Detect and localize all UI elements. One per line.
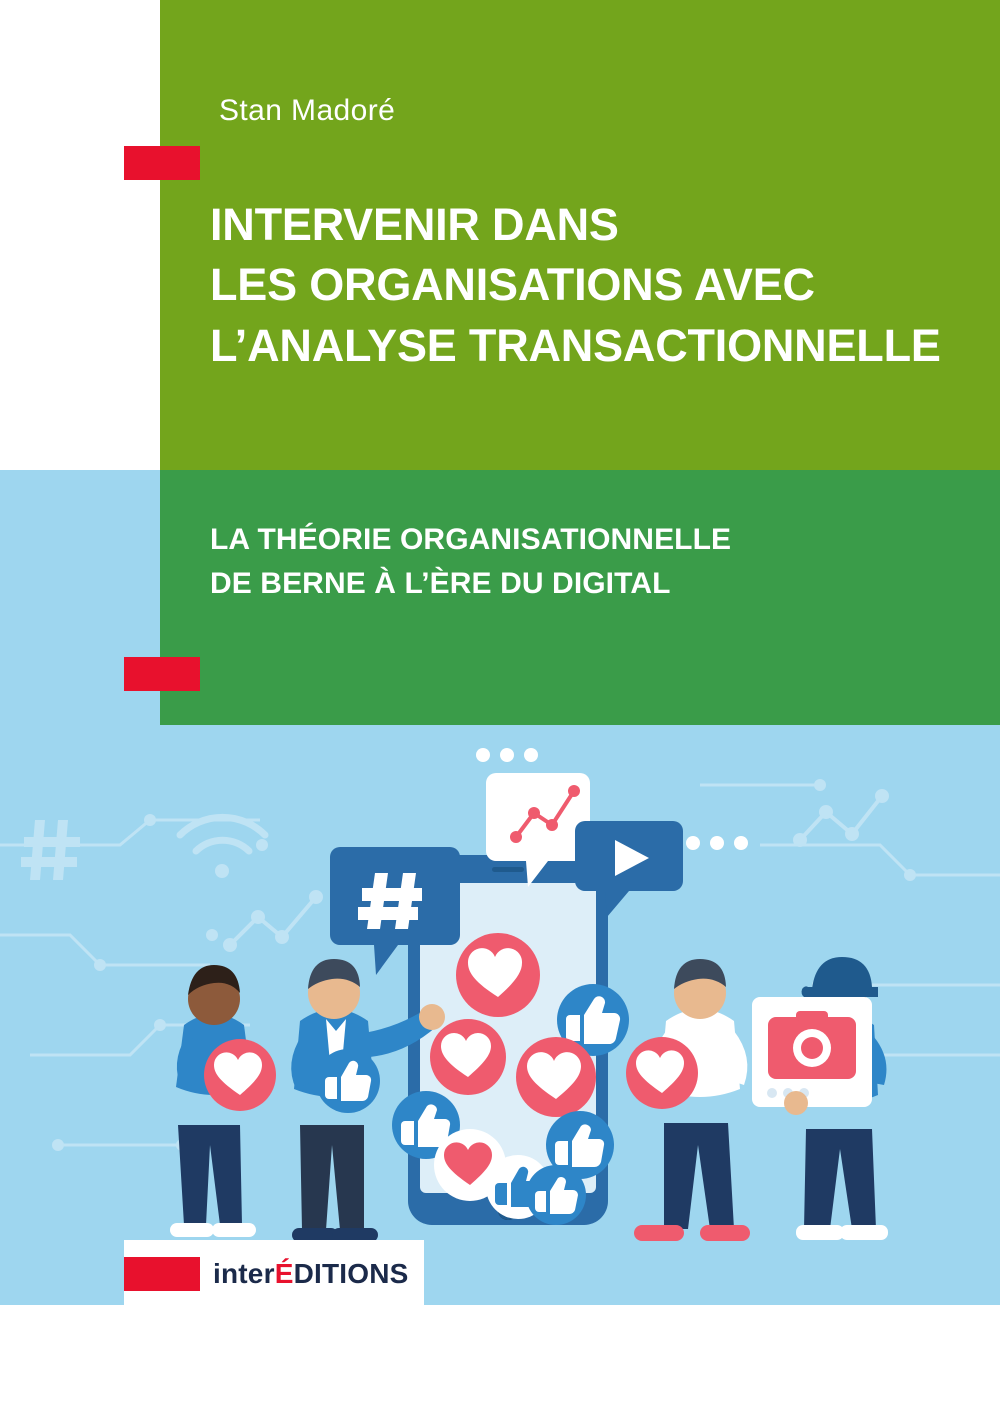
red-accent-block-top bbox=[124, 146, 200, 180]
camera-icon bbox=[768, 1011, 856, 1079]
book-title-line-3: L’ANALYSE TRANSACTIONNELLE bbox=[210, 319, 941, 371]
cover-illustration bbox=[0, 725, 1000, 1305]
decorative-wifi-icon bbox=[180, 817, 265, 878]
background-band-bottom-white bbox=[0, 1305, 1000, 1411]
person-holding-photo-card bbox=[752, 957, 888, 1240]
publisher-logo-prefix: inter bbox=[213, 1258, 275, 1289]
book-subtitle bbox=[210, 518, 950, 605]
book-subtitle-line-1: LA THÉORIE ORGANISATIONNELLE bbox=[210, 523, 732, 556]
book-title-line-1: INTERVENIR DANS bbox=[210, 199, 619, 250]
person-holding-heart-left bbox=[170, 965, 276, 1237]
book-title bbox=[210, 195, 970, 376]
decorative-chart-right bbox=[795, 791, 887, 845]
red-accent-block-middle bbox=[124, 657, 200, 691]
book-subtitle-line-2: DE BERNE À L’ÈRE DU DIGITAL bbox=[210, 566, 671, 600]
book-title-line-2: LES ORGANISATIONS AVEC bbox=[210, 259, 815, 311]
publisher-logo-red-block bbox=[124, 1257, 200, 1291]
decorative-chart-left bbox=[225, 892, 321, 950]
decorative-hash-left bbox=[21, 820, 80, 880]
author-name: Stan Madoré bbox=[219, 94, 396, 127]
publisher-logo-text bbox=[213, 1258, 409, 1290]
person-holding-heart-right bbox=[626, 959, 750, 1241]
publisher-logo-accent: É bbox=[274, 1258, 294, 1289]
publisher-logo-suffix: DITIONS bbox=[293, 1258, 409, 1289]
social-media-illustration-svg bbox=[0, 725, 1000, 1305]
